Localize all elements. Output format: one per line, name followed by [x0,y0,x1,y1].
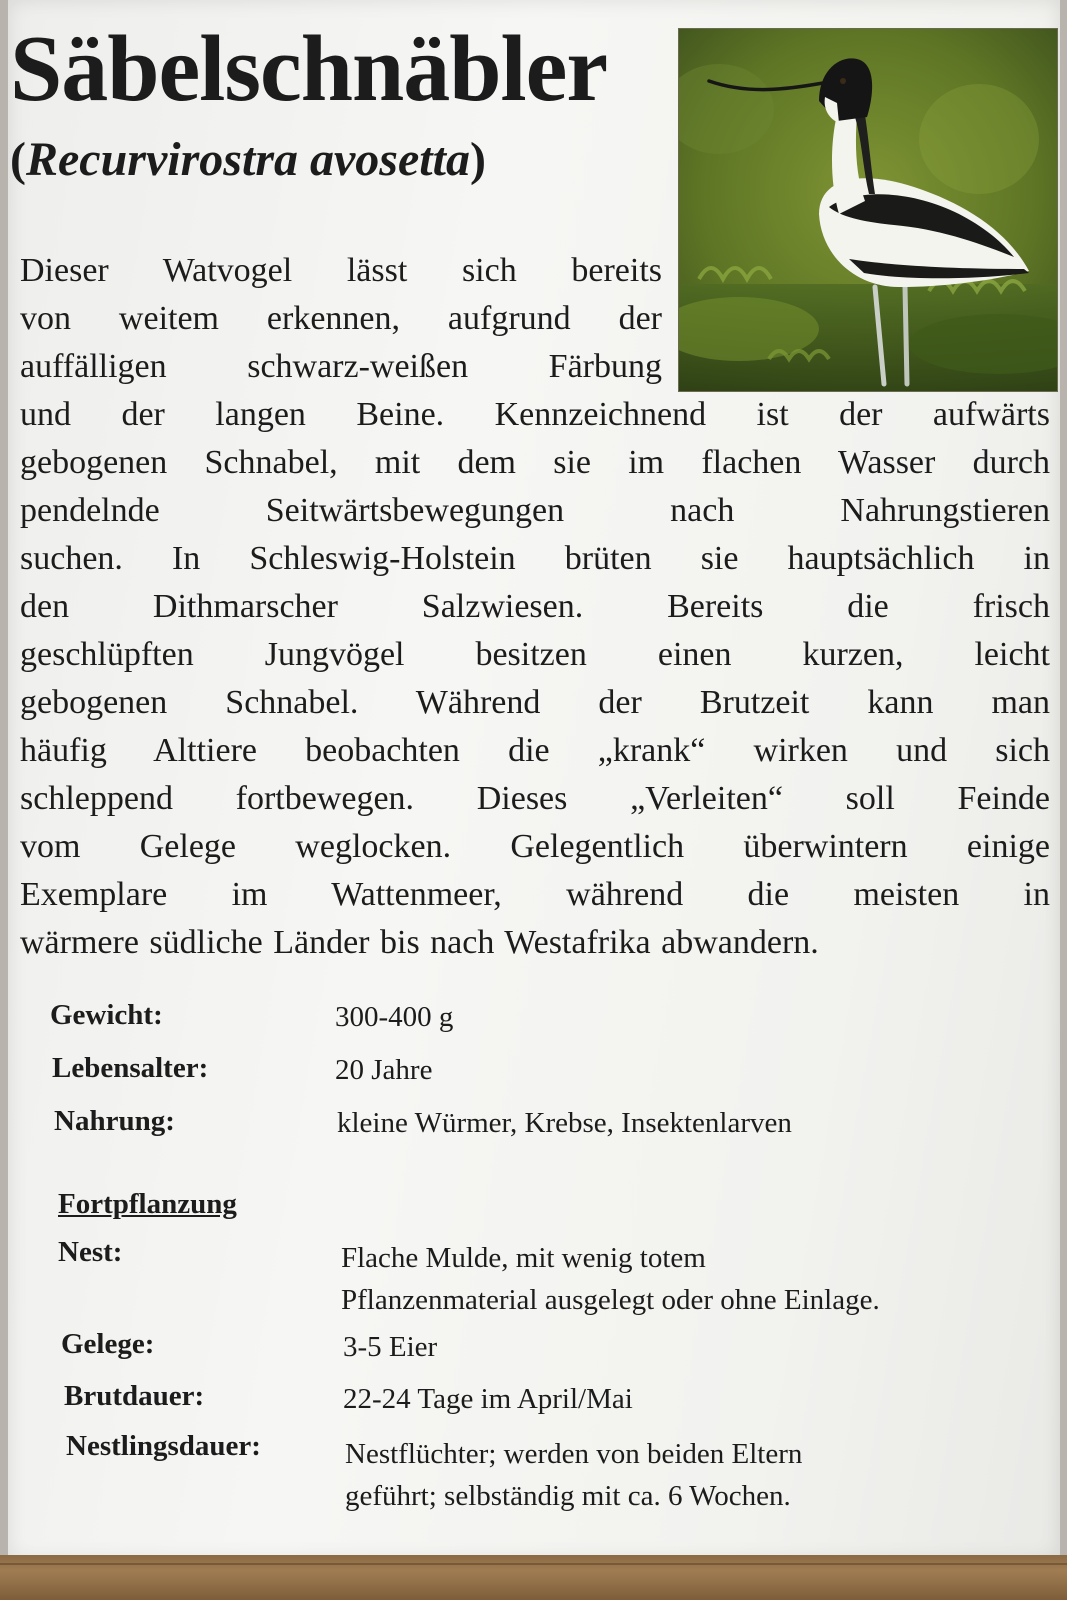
fact-label-lifespan: Lebensalter: [52,1052,209,1084]
description-line: häufig Alttiere beobachten die „krank“ wirken und sich [20,732,1050,769]
avocet-photo-illustration [679,29,1057,391]
description-line: den Dithmarscher Salzwiesen. Bereits die frisch [20,588,1050,625]
description-line: pendelnde Seitwärtsbewegungen nach Nahrungstieren [20,492,1050,529]
fact-label-incubation: Brutdauer: [64,1380,205,1412]
fact-value-lifespan: 20 Jahre [335,1054,433,1086]
description-line: geschlüpften Jungvögel besitzen einen kurzen, leicht [20,636,1050,673]
fact-value-clutch: 3-5 Eier [343,1331,438,1363]
fact-label-clutch: Gelege: [61,1328,155,1360]
description-line: und der langen Beine. Kennzeichnend ist der aufwärts [20,396,1050,433]
scientific-name: (Recurvirostra avosetta) [10,133,486,186]
fact-value-nest: Flache Mulde, mit wenig totem [341,1242,706,1274]
fact-value-incubation: 22-24 Tage im April/Mai [343,1383,633,1415]
wooden-frame [0,1555,1067,1600]
reproduction-heading: Fortpflanzung [58,1188,237,1220]
fact-value-nest: Pflanzenmaterial ausgelegt oder ohne Einlage. [341,1284,880,1316]
description-line: von weitem erkennen, aufgrund der [20,300,662,337]
description-line: Dieser Watvogel lässt sich bereits [20,252,662,289]
fact-label-fledging: Nestlingsdauer: [66,1430,261,1462]
fact-value-fledging: Nestflüchter; werden von beiden Eltern [345,1438,803,1470]
fact-value-diet: kleine Würmer, Krebse, Insektenlarven [337,1107,792,1139]
description-line: wärmere südliche Länder bis nach Westafrika abwandern. [20,924,819,961]
description-line: Exemplare im Wattenmeer, während die meisten in [20,876,1050,913]
sign-title: Säbelschnäbler [10,17,608,121]
scientific-name-text: Recurvirostra avosetta [25,133,470,186]
description-line: schleppend fortbewegen. Dieses „Verleiten“ soll Feinde [20,780,1050,817]
description-line: auffälligen schwarz-weißen Färbung [20,348,662,385]
fact-label-diet: Nahrung: [54,1105,175,1137]
fact-label-nest: Nest: [58,1236,123,1268]
description-line: suchen. In Schleswig-Holstein brüten sie hauptsächlich in [20,540,1050,577]
fact-value-weight: 300-400 g [335,1001,454,1033]
description-line: gebogenen Schnabel, mit dem sie im flachen Wasser durch [20,444,1050,481]
fact-label-weight: Gewicht: [50,999,163,1031]
description-line: vom Gelege weglocken. Gelegentlich überwintern einige [20,828,1050,865]
description-line: gebogenen Schnabel. Während der Brutzeit kann man [20,684,1050,721]
avocet-bird-photo [678,28,1058,392]
fact-value-fledging: geführt; selbständig mit ca. 6 Wochen. [345,1480,791,1512]
